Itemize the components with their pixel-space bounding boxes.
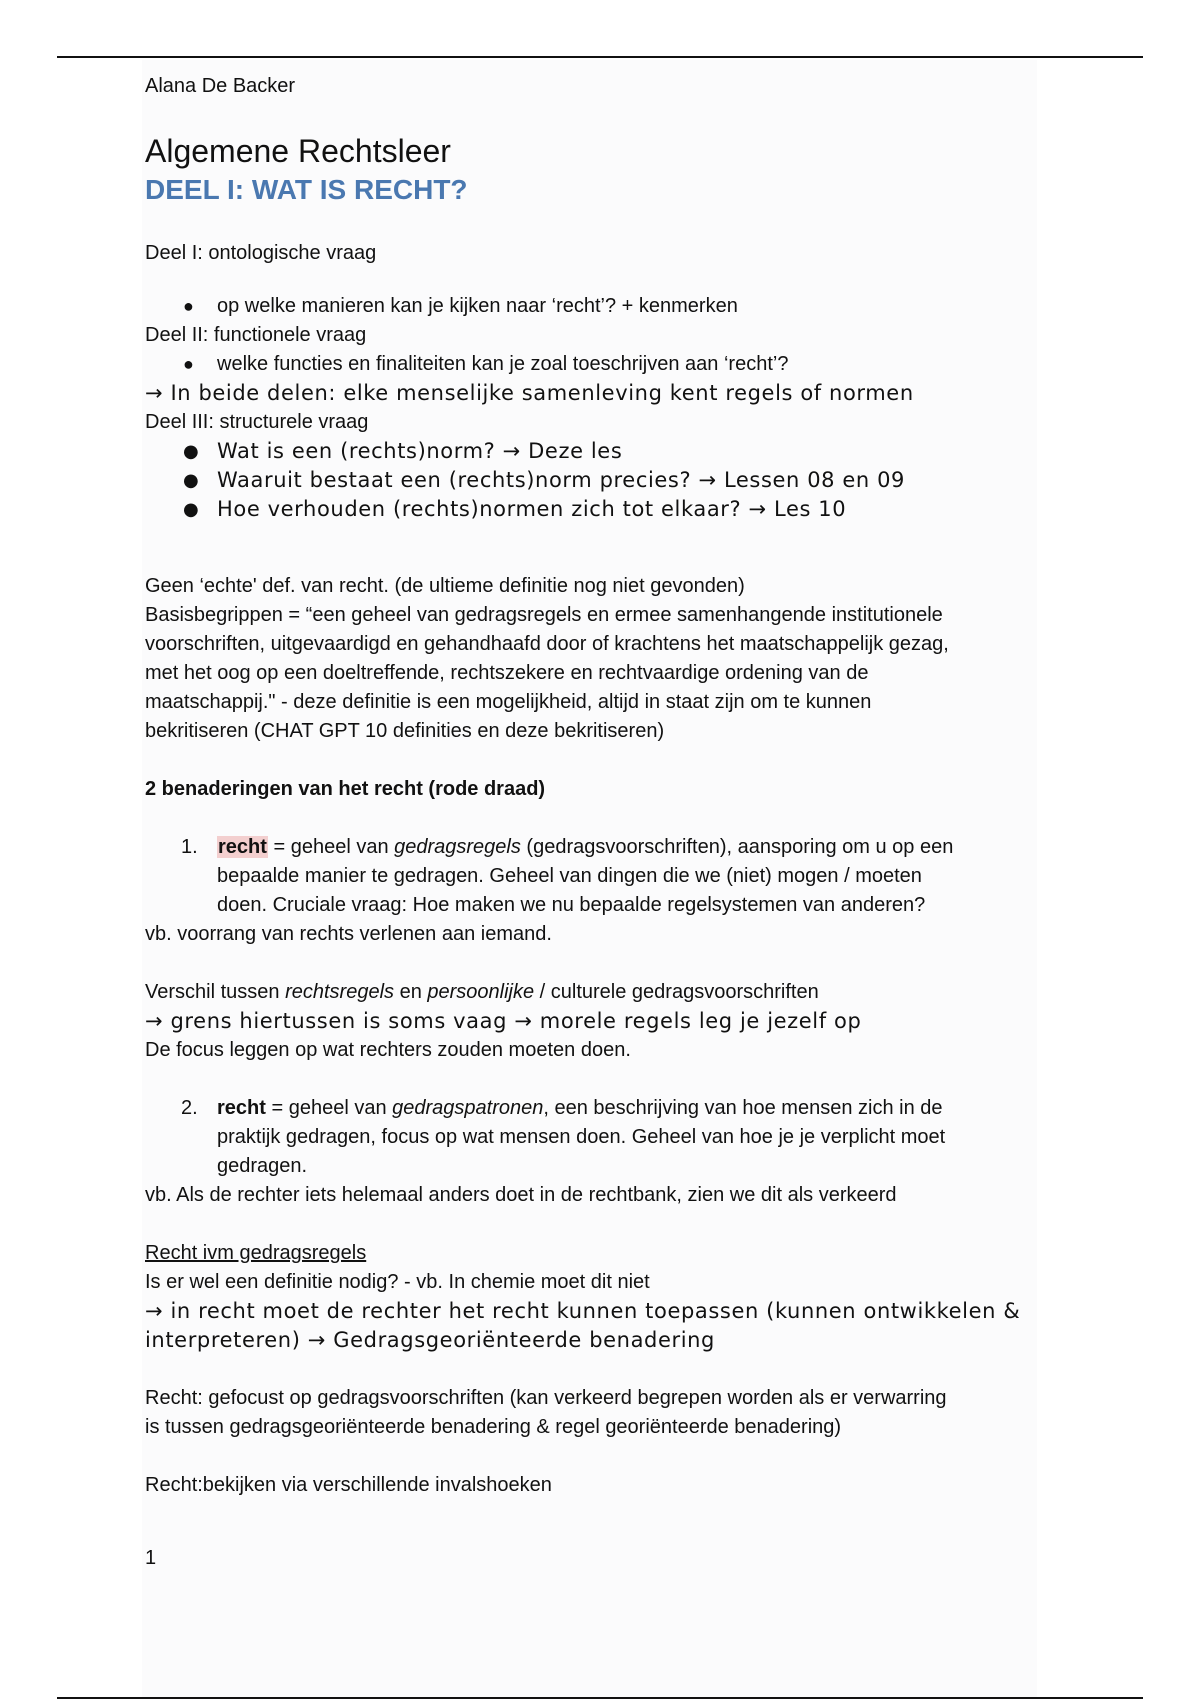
bold-term: recht: [217, 1097, 266, 1119]
definition-line: Geen ‘echte' def. van recht. (de ultieme definitie nog niet gevonden): [145, 575, 745, 597]
bottom-rule: [57, 1697, 1143, 1699]
definition-line: met het oog op een doeltreffende, rechtszekere en rechtvaardige ordening van de: [145, 662, 869, 684]
verschil-line: Verschil tussen rechtsregels en persoonlijke / culturele gedragsvoorschriften: [145, 981, 819, 1003]
deel3-label: Deel III: structurele vraag: [145, 411, 369, 433]
document-body: [145, 72, 1045, 1573]
definition-line: maatschappij." - deze definitie is een mogelijkheid, altijd in staat zijn om te kunnen: [145, 691, 872, 713]
focus-paragraph-line: Recht: gefocust op gedragsvoorschriften (kan verkeerd begrepen worden als er verwarring: [145, 1387, 947, 1409]
list-item: [145, 292, 1045, 321]
example-line: vb. voorrang van rechts verlenen aan iemand.: [145, 923, 552, 945]
numbered-item-2: 2. recht = geheel van gedragspatronen, een beschrijving van hoe mensen zich in de: [145, 1094, 1045, 1123]
list-item: [145, 495, 1045, 524]
arrow-line: interpreteren) → Gedragsgeoriënteerde benadering: [145, 1328, 715, 1352]
subheading: Recht ivm gedragsregels: [145, 1242, 367, 1264]
arrow-line: → in recht moet de rechter het recht kunnen toepassen (kunnen ontwikkelen &: [145, 1299, 1021, 1323]
section-heading: DEEL I: WAT IS RECHT?: [145, 174, 468, 205]
focus-paragraph-line: is tussen gedragsgeoriënteerde benadering & regel georiënteerde benadering): [145, 1416, 842, 1438]
numbered-item-2-line: praktijk gedragen, focus op wat mensen doen. Geheel van hoe je je verplicht moet: [217, 1126, 946, 1148]
author-header: Alana De Backer: [145, 75, 296, 97]
question-line: Is er wel een definitie nodig? - vb. In chemie moet dit niet: [145, 1271, 650, 1293]
example-line: vb. Als de rechter iets helemaal anders doet in de rechtbank, zien we dit als verkeerd: [145, 1184, 897, 1206]
bullet-icon: ●: [183, 499, 200, 520]
bullet-icon: ●: [183, 296, 194, 316]
grens-line: → grens hiertussen is soms vaag → morele regels leg je jezelf op: [145, 1009, 862, 1033]
invalshoeken-line: Recht:bekijken via verschillende invalshoeken: [145, 1474, 552, 1496]
definition-line: Basisbegrippen = “een geheel van gedragsregels en ermee samenhangende institutionele: [145, 604, 943, 626]
bullet-icon: ●: [183, 441, 200, 462]
list-item: [145, 437, 1045, 466]
list-item-text: Wat is een (rechts)norm? → Deze les: [217, 439, 623, 463]
list-item-text: Waaruit bestaat een (rechts)norm precies? → Lessen 08 en 09: [217, 468, 906, 492]
numbered-item-1-line: bepaalde manier te gedragen. Geheel van dingen die we (niet) mogen / moeten: [217, 865, 922, 887]
document-title: Algemene Rechtsleer: [145, 133, 451, 169]
definition-line: bekritiseren (CHAT GPT 10 definities en deze bekritiseren): [145, 720, 665, 742]
numbered-item-1-line: doen. Cruciale vraag: Hoe maken we nu bepaalde regelsystemen van anderen?: [217, 894, 926, 916]
item-number: 1.: [181, 836, 198, 858]
list-item-text: welke functies en finaliteiten kan je zoal toeschrijven aan ‘recht’?: [217, 353, 789, 375]
deel1-label: Deel I: ontologische vraag: [145, 242, 377, 264]
list-item-text: Hoe verhouden (rechts)normen zich tot elkaar? → Les 10: [217, 497, 847, 521]
focus-line: De focus leggen op wat rechters zouden moeten doen.: [145, 1039, 631, 1061]
list-item: [145, 350, 1045, 379]
bullet-icon: ●: [183, 470, 200, 491]
deel2-label: Deel II: functionele vraag: [145, 324, 367, 346]
top-rule: [57, 56, 1143, 58]
page-number: 1: [145, 1547, 157, 1569]
numbered-item-1: 1. recht = geheel van gedragsregels (gedragsvoorschriften), aansporing om u op een: [145, 833, 1045, 862]
highlighted-term: recht: [218, 836, 267, 858]
item-number: 2.: [181, 1097, 198, 1119]
beide-note: → In beide delen: elke menselijke samenleving kent regels of normen: [145, 381, 914, 405]
bullet-icon: ●: [183, 354, 194, 374]
list-item-text: op welke manieren kan je kijken naar ‘recht’? + kenmerken: [217, 295, 738, 317]
approaches-heading: 2 benaderingen van het recht (rode draad): [145, 778, 546, 800]
numbered-item-2-line: gedragen.: [217, 1155, 308, 1177]
definition-line: voorschriften, uitgevaardigd en gehandhaafd door of krachtens het maatschappelijk gezag,: [145, 633, 949, 655]
list-item: [145, 466, 1045, 495]
